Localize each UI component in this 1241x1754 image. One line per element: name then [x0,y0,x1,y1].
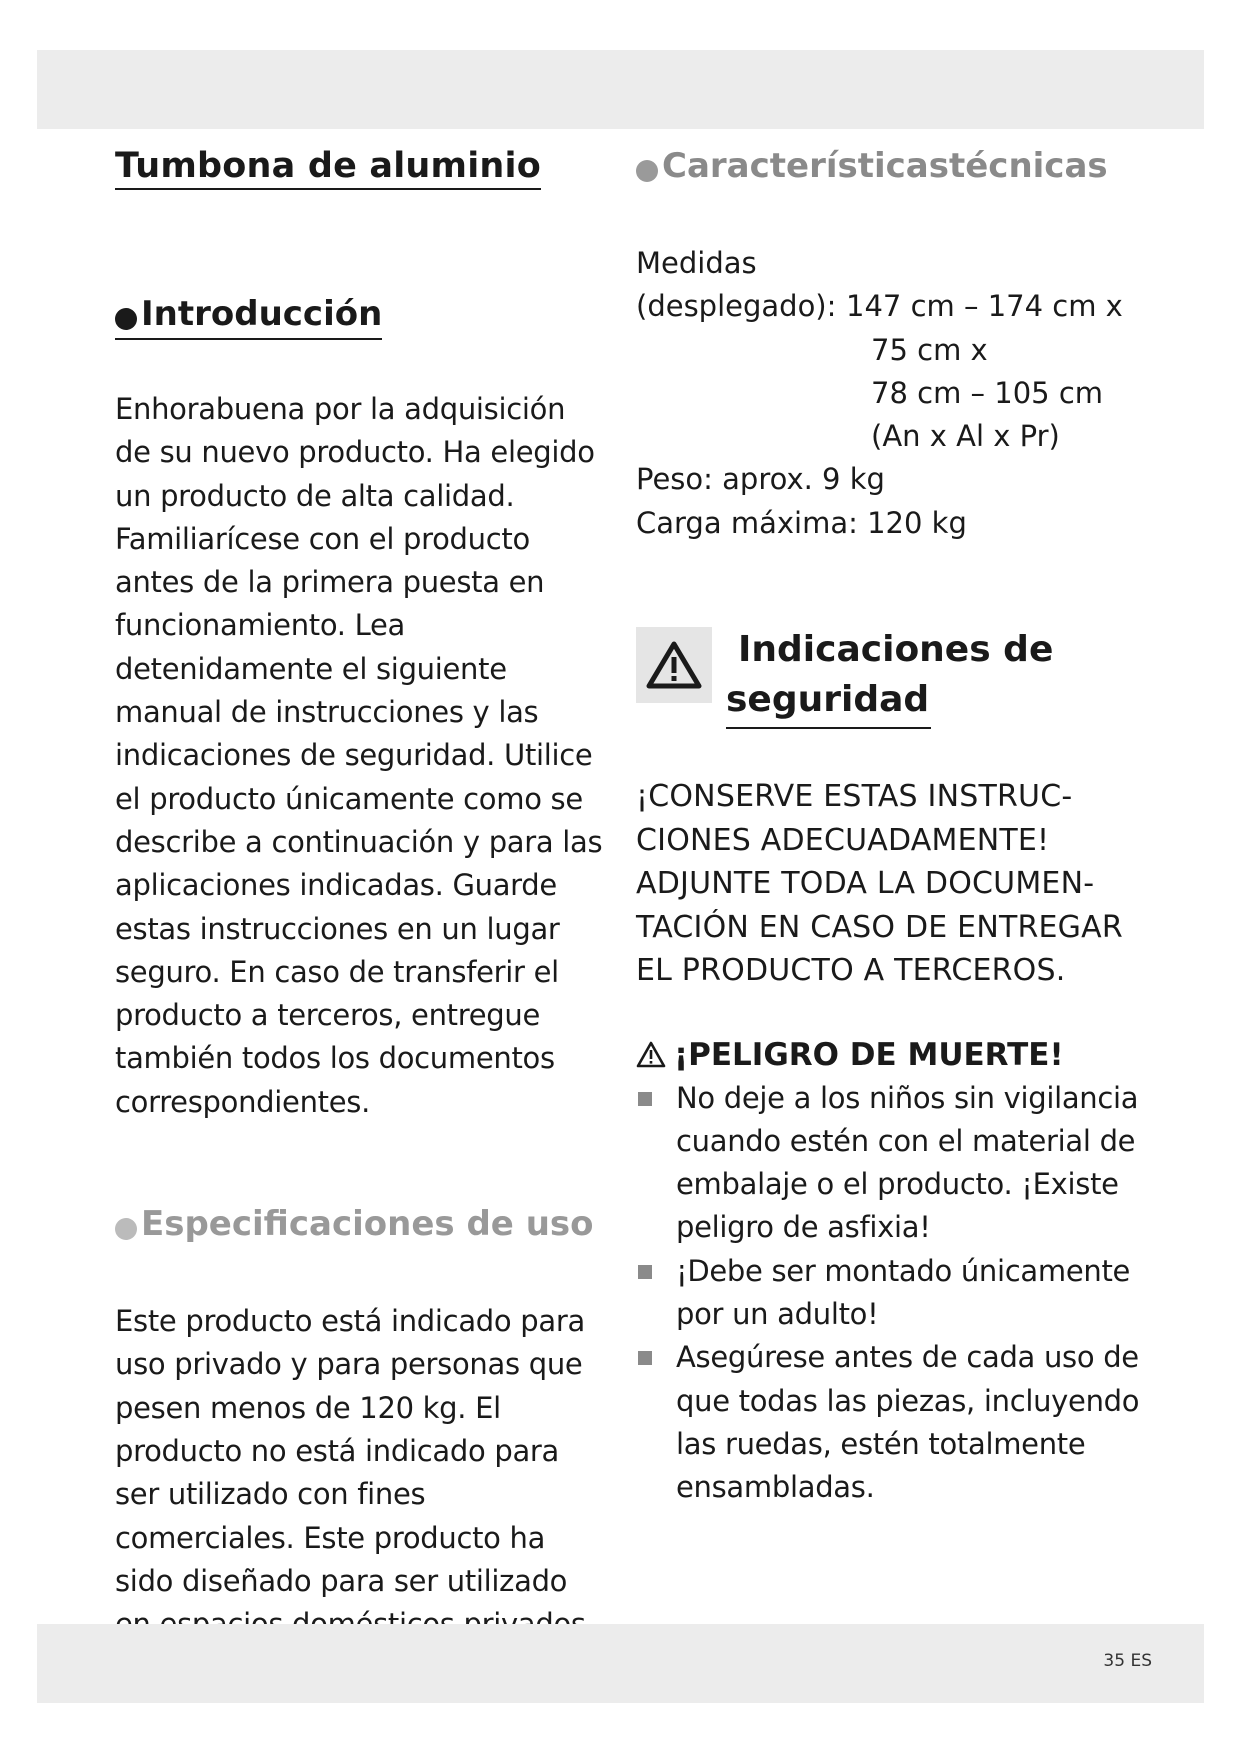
introduction-heading-text: Introducción [141,294,383,334]
right-column [636,138,1156,1510]
header-band [37,50,1204,129]
warning-text: No deje a los niños sin vigilancia cuando estén con el material de embalaje o el producto. ¡Existe peligro de asfixia! [676,1080,1139,1245]
notice-line: TACIÓN EN CASO DE ENTREGAR [636,909,1123,945]
bullet-dot-icon [636,160,658,182]
spec-width: 147 cm – 174 cm x [846,289,1123,324]
keep-instructions-notice [636,775,1156,993]
list-item [636,1077,1156,1250]
spec-max-load: Carga máxima: 120 kg [636,505,967,540]
introduction-paragraph: Enhorabuena por la adquisición de su nuevo producto. Ha elegido un producto de alta calidad. Familiarícese con el producto antes de la primera puesta en funcionamiento. Lea detenidamente el siguiente manual de instrucciones y las indicaciones de seguridad. Utilice el producto únicamente como se describe a continuación y para las aplicaciones indicadas. Guarde estas instrucciones en un lugar seguro. En caso de transferir el producto a terceros, entregue también todos los documentos correspondientes. [115,392,603,1119]
introduction-heading [115,294,382,340]
square-bullet-icon [638,1351,652,1365]
bullet-dot-icon [115,1218,137,1240]
safety-heading-line2: seguridad [726,675,931,729]
left-column [115,138,605,1646]
usage-heading [115,1204,594,1248]
notice-line: ADJUNTE TODA LA DOCUMEN- [636,866,1095,902]
notice-line: EL PRODUCTO A TERCEROS. [636,953,1066,989]
spec-weight: Peso: aprox. 9 kg [636,462,885,497]
usage-heading-text: Especificaciones de uso [141,1204,594,1245]
warning-triangle-icon [636,627,712,703]
warning-list [636,1077,1156,1510]
deployed-label: (desplegado): [636,289,837,324]
spec-height: 75 cm x [871,332,988,367]
notice-line: CIONES ADECUADAMENTE! [636,822,1050,858]
spec-depth: 78 cm – 105 cm [871,375,1104,410]
square-bullet-icon [638,1265,652,1279]
warning-triangle-small-icon [636,1041,666,1068]
specs-heading [636,146,1108,190]
specs-block [636,242,1156,545]
document-title: Tumbona de aluminio [115,146,541,190]
list-item [636,1336,1156,1509]
measures-label: Medidas [636,246,757,280]
notice-line: ¡CONSERVE ESTAS INSTRUC- [636,779,1073,815]
square-bullet-icon [638,1092,652,1106]
safety-heading-line1: Indicaciones de [738,629,1054,671]
specs-heading-text: Característicastécnicas [662,146,1108,186]
footer-band [37,1624,1204,1703]
usage-paragraph: Este producto está indicado para uso privado y para personas que pesen menos de 120 kg. El producto no está indicado para ser utilizado con fines comerciales. Este producto ha sido diseñado para ser utilizado [115,1304,585,1598]
spec-dims-note: (An x Al x Pr) [871,419,1060,454]
page-number: 35 ES [1103,1651,1152,1671]
danger-heading [636,1037,1156,1073]
danger-heading-text: ¡PELIGRO DE MUERTE! [674,1036,1064,1073]
warning-text: ¡Debe ser montado únicamente por un adulto! [676,1253,1131,1332]
warning-text: Asegúrese antes de cada uso de que todas las piezas, incluyendo las ruedas, estén totalmente ensambladas. [676,1340,1140,1505]
bullet-dot-icon [115,308,137,330]
list-item [636,1250,1156,1337]
safety-heading [636,627,1156,729]
